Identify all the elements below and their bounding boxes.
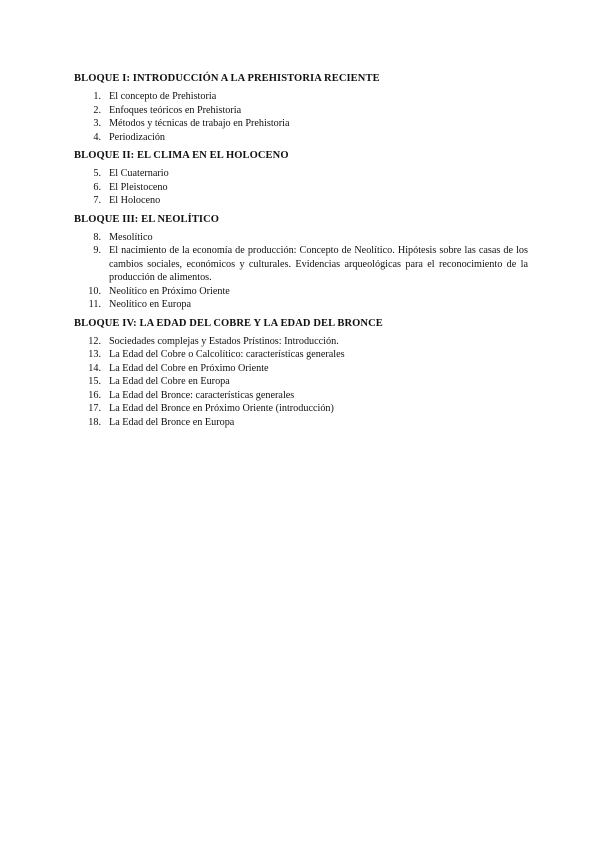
list-item xyxy=(74,416,528,430)
item-text: La Edad del Bronce en Próximo Oriente (introducción) xyxy=(109,403,334,414)
item-number: 8. xyxy=(93,231,101,243)
list-item xyxy=(74,231,528,245)
item-number: 6. xyxy=(93,181,101,193)
block-heading: BLOQUE III: EL NEOLÍTICO xyxy=(74,213,220,225)
list-item xyxy=(74,90,528,104)
item-text: El Pleistoceno xyxy=(109,181,168,193)
item-text: El concepto de Prehistoria xyxy=(109,91,217,102)
item-number: 9. xyxy=(93,245,101,256)
item-number: 10. xyxy=(88,285,101,297)
block-heading: BLOQUE II: EL CLIMA EN EL HOLOCENO xyxy=(74,150,289,161)
list-item xyxy=(74,244,528,285)
list-item xyxy=(74,194,528,208)
list-item xyxy=(74,335,528,349)
item-text: La Edad del Bronce en Europa xyxy=(109,416,235,428)
block-heading: BLOQUE IV: LA EDAD DEL COBRE Y LA EDAD DEL BRONCE xyxy=(74,317,383,329)
item-text: La Edad del Cobre en Próximo Oriente xyxy=(109,362,269,374)
block-4 xyxy=(74,317,528,430)
item-number: 7. xyxy=(93,195,101,206)
list-item xyxy=(74,117,528,131)
list-item xyxy=(74,348,528,362)
item-text: La Edad del Cobre o Calcolítico: características generales xyxy=(109,349,345,360)
item-text: Periodización xyxy=(109,131,166,143)
topic-list xyxy=(74,231,528,312)
item-number: 1. xyxy=(93,91,101,102)
item-number: 15. xyxy=(88,376,101,387)
list-item xyxy=(74,402,528,416)
list-item xyxy=(74,285,528,299)
list-item xyxy=(74,167,528,181)
block-heading: BLOQUE I: INTRODUCCIÓN A LA PREHISTORIA RECIENTE xyxy=(74,73,380,84)
list-item xyxy=(74,389,528,403)
item-text: Métodos y técnicas de trabajo en Prehistoria xyxy=(109,118,290,129)
list-item xyxy=(74,181,528,195)
item-text: Neolítico en Europa xyxy=(109,299,192,310)
item-number: 4. xyxy=(93,131,101,143)
block-1 xyxy=(74,72,528,144)
item-number: 2. xyxy=(93,104,101,116)
list-item xyxy=(74,362,528,376)
item-text: La Edad del Cobre en Europa xyxy=(109,376,230,387)
topic-list xyxy=(74,90,528,144)
item-text: Sociedades complejas y Estados Prístinos: Introducción. xyxy=(109,335,339,347)
item-number: 11. xyxy=(88,299,101,310)
topic-list xyxy=(74,167,528,208)
item-number: 3. xyxy=(93,118,101,129)
item-number: 18. xyxy=(88,416,101,428)
item-number: 16. xyxy=(88,389,101,401)
item-text: El Cuaternario xyxy=(109,168,169,179)
block-2 xyxy=(74,149,528,208)
item-text: La Edad del Bronce: características generales xyxy=(109,389,295,401)
list-item xyxy=(74,298,528,312)
list-item xyxy=(74,104,528,118)
list-item xyxy=(74,375,528,389)
syllabus-content xyxy=(74,72,528,434)
list-item xyxy=(74,131,528,145)
item-number: 17. xyxy=(88,403,101,414)
item-number: 13. xyxy=(88,349,101,360)
item-text: El Holoceno xyxy=(109,195,161,206)
item-number: 12. xyxy=(88,335,101,347)
item-text: Enfoques teóricos en Prehistoria xyxy=(109,104,242,116)
block-3 xyxy=(74,213,528,312)
topic-list xyxy=(74,335,528,430)
item-number: 5. xyxy=(93,168,101,179)
item-number: 14. xyxy=(88,362,101,374)
item-text: Neolítico en Próximo Oriente xyxy=(109,285,230,297)
item-text: Mesolítico xyxy=(109,231,153,243)
item-text: El nacimiento de la economía de producción: Concepto de Neolítico. Hipótesis sobre las casas de los cambios sociales, económicos y culturales. Evidencias arqueológicas para el reconocimiento de la producción de alimentos. xyxy=(109,245,528,283)
